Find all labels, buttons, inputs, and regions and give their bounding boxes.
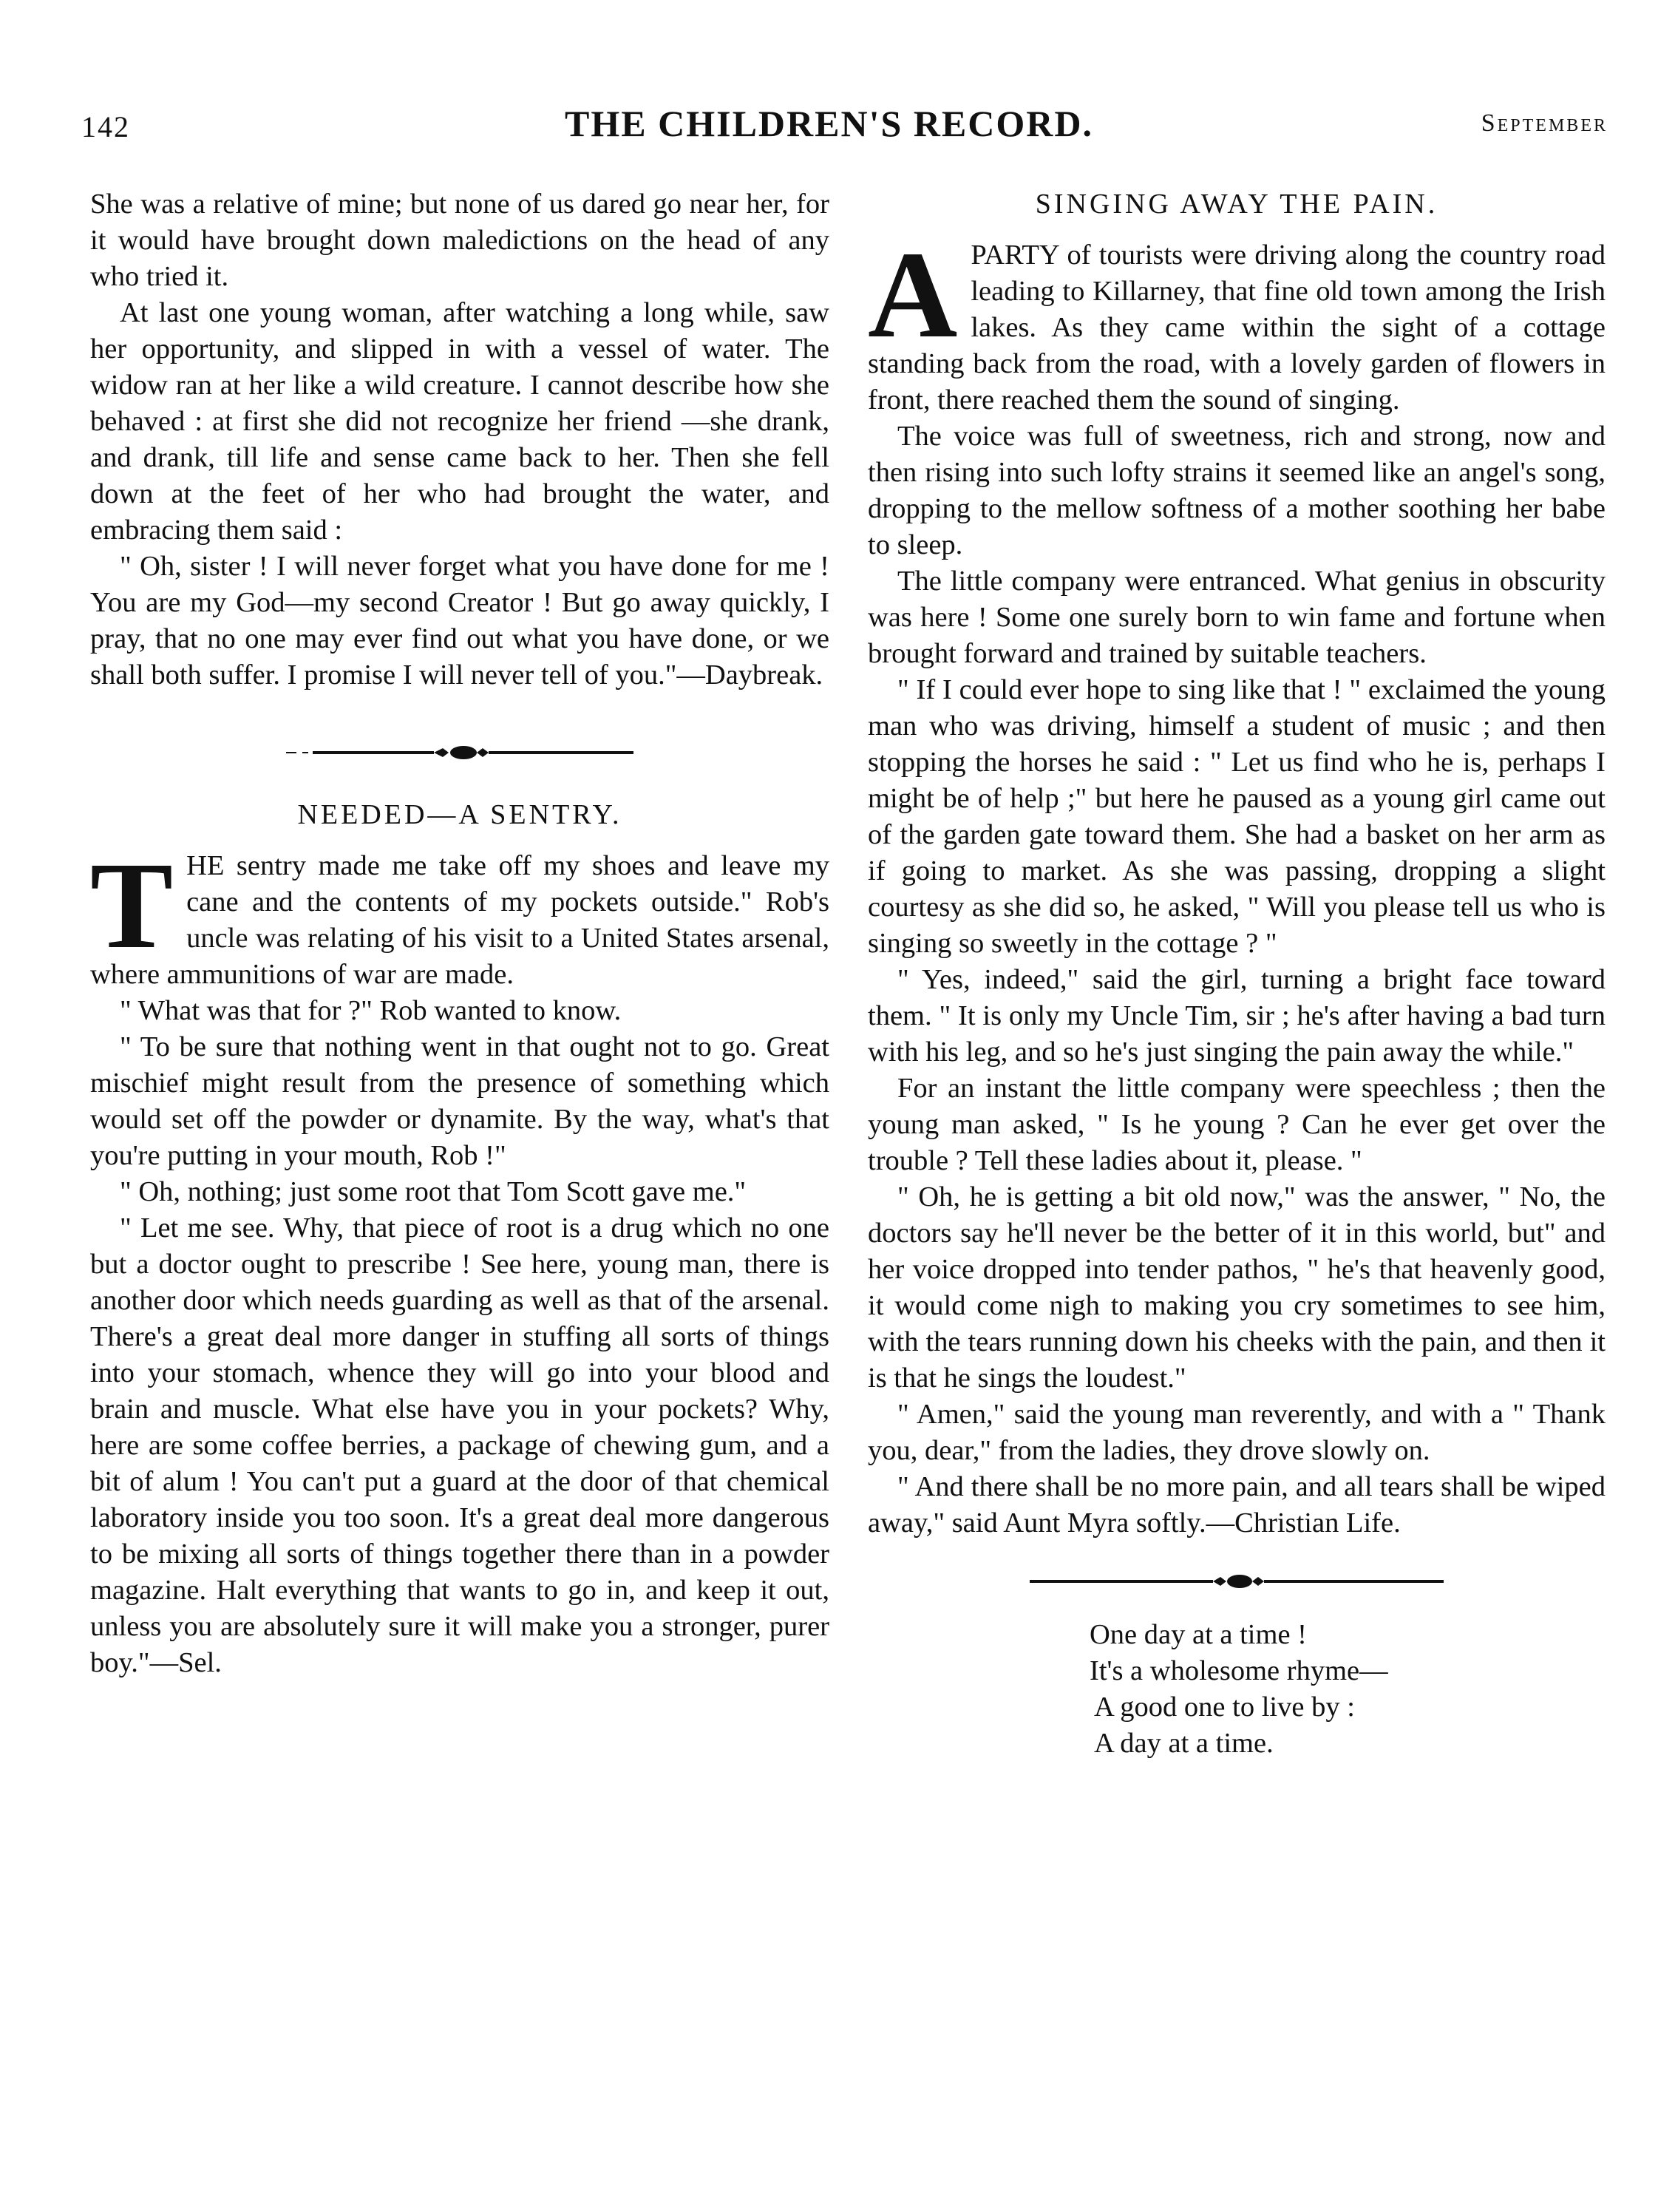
ornamental-divider — [1030, 1567, 1444, 1596]
page-number: 142 — [81, 110, 130, 143]
paragraph — [868, 226, 1606, 418]
paragraph: For an instant the little company were speechless ; then the young man asked, " Is he young ? Can he ever get over the trouble ? Tell these ladies about it, please. " — [868, 1073, 1606, 1176]
poem — [1090, 1617, 1606, 1762]
paragraph-text: PARTY of tourists were driving along the country road leading to Killarney, that fine old town among the Irish lakes. As they came within the sight of a cottage standing back from the road, with a lovely garden of flowers in front, there reached them the sound of singing. — [868, 240, 1606, 415]
paragraph: " If I could ever hope to sing like that ! " exclaimed the young man who was driving, himself a student of music ; and then stopping the horses he said : " Let us find who he is, perhaps I might be of help ;" but here he paused as a young girl came out of the garden gate toward them. She had a basket on her arm as if going to market. As she was passing, dropping a slight courtesy as she did so, he asked, " Will you please tell us who is singing so sweetly in the cottage ? " — [868, 674, 1606, 959]
paragraph: " Oh, he is getting a bit old now," was the answer, " No, the doctors say he'll never be the better of it in this world, but" and her voice dropped into tender pathos, " he's that heavenly good, it would come nigh to making you cry sometimes to see him, with the tears running down his cheeks with the pain, and then it is that he sings the loudest." — [868, 1181, 1606, 1394]
paragraph: The voice was full of sweetness, rich and strong, now and then rising into such lofty strains it seemed like an angel's song, dropping to the mellow softness of a mother soothing her babe to sleep. — [868, 421, 1606, 560]
drop-cap: A — [868, 226, 958, 364]
paragraph: " Let me see. Why, that piece of root is a drug which no one but a doctor ought to prescribe ! See here, young man, there is another door which needs guarding as well as that of the arsenal. There's a great deal more danger in stuffing all sorts of things into your stomach, whence they will go into your blood and brain and muscle. What else have you in your pockets? Why, here are some coffee berries, a package of chewing gum, and a bit of alum ! You can't put a guard at the door of that chemical laboratory inside you too soon. It's a great deal more dangerous to be mixing all sorts of things together there than in a powder magazine. Halt everything that wants to go in, and keep it out, unless you are absolutely sure it will make you a stronger, purer boy."—Sel. — [90, 1212, 829, 1678]
divider-ornament-icon — [1030, 1567, 1444, 1596]
paragraph: " Yes, indeed," said the girl, turning a bright face toward them. " It is only my Uncle Tim, sir ; he's after having a bad turn with his leg, and so he's just singing the pain away the while." — [868, 964, 1606, 1068]
drop-cap: T — [90, 837, 174, 974]
poem-line: A good one to live by : — [1094, 1692, 1355, 1723]
paragraph-text: HE sentry made me take off my shoes and leave my cane and the contents of my pockets outside." Rob's uncle was relating of his visit to a United States arsenal, where ammunitions of war are made. — [90, 850, 829, 990]
issue-month: September — [1481, 109, 1608, 137]
paragraph: " To be sure that nothing went in that ought not to go. Great mischief might result from the presence of something which would set off the powder or dynamite. By the way, what's that you're putting in your mouth, Rob !" — [90, 1031, 829, 1171]
poem-line: It's a wholesome rhyme— — [1090, 1655, 1388, 1686]
paragraph: " Amen," said the young man reverently, and with a " Thank you, dear," from the ladies, they drove slowly on. — [868, 1399, 1606, 1466]
poem-line: A day at a time. — [1094, 1728, 1274, 1759]
paragraph — [90, 837, 829, 993]
divider-ornament-icon — [286, 738, 633, 767]
paragraph: The little company were entranced. What genius in obscurity was here ! Some one surely born to win fame and fortune when brought forward and trained by suitable teachers. — [868, 566, 1606, 669]
ornamental-divider — [286, 738, 633, 767]
left-column — [90, 186, 829, 1681]
paragraph: " Oh, sister ! I will never forget what you have done for me ! You are my God—my second Creator ! But go away quickly, I pray, that no one may ever find out what you have done, or we shall both suffer. I promise I will never tell of you."—Daybreak. — [90, 551, 829, 691]
paragraph: She was a relative of mine; but none of us dared go near her, for it would have brought down maledictions on the head of any who tried it. — [90, 189, 829, 292]
story-title: NEEDED—A SENTRY. — [297, 799, 622, 830]
paragraph: " What was that for ?" Rob wanted to know. — [120, 995, 622, 1026]
story-title: SINGING AWAY THE PAIN. — [1035, 189, 1438, 220]
running-title: THE CHILDREN'S RECORD. — [565, 103, 1093, 144]
right-column — [868, 186, 1606, 1762]
poem-line: One day at a time ! — [1090, 1619, 1307, 1650]
paragraph: " Oh, nothing; just some root that Tom Scott gave me." — [120, 1176, 747, 1207]
paragraph: At last one young woman, after watching a long while, saw her opportunity, and slipped in with a vessel of water. The widow ran at her like a wild creature. I cannot describe how she behaved : at first she did not recognize her friend —she drank, and drank, till life and sense came back to her. Then she fell down at the feet of her who had brought the water, and embracing them said : — [90, 297, 829, 546]
paragraph: " And there shall be no more pain, and all tears shall be wiped away," said Aunt Myra softly.—Christian Life. — [868, 1471, 1606, 1538]
